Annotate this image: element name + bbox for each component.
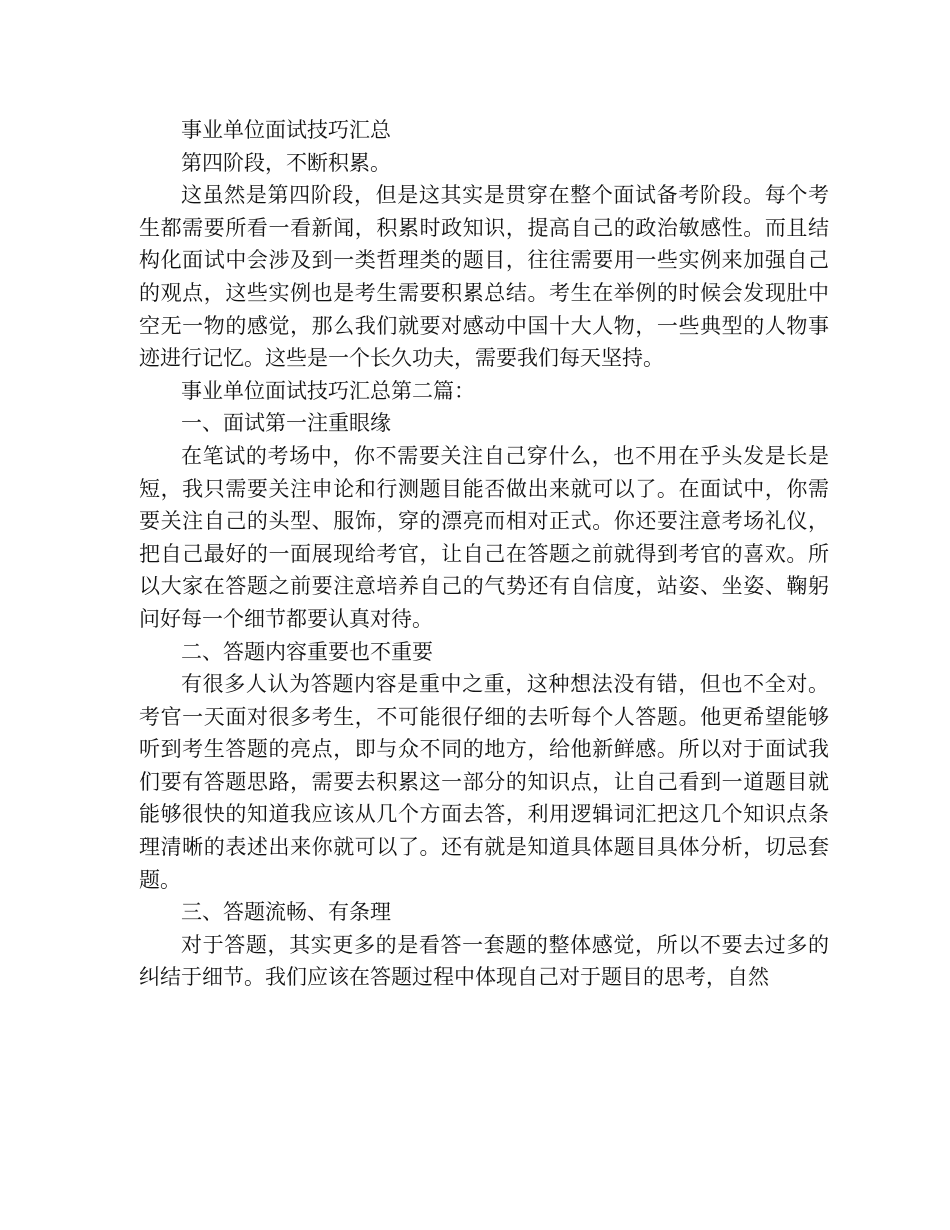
section-heading: 三、答题流畅、有条理 [181,900,391,925]
section-heading: 第四阶段，不断积累。 [181,150,391,175]
body-paragraph: 在笔试的考场中，你不需要关注自己穿什么，也不用在乎头发是长是短，我只需要关注申论和行测题目能否做出来就可以了。在面试中，你需要关注自己的头型、服饰，穿的漂亮而相对正式。你还要注意考场礼仪，把自己最好的一面展现给考官，让自己在答题之前就得到考官的喜欢。所以大家在答题之前要注意培养自己的气势还有自信度，站姿、坐姿、鞠躬问好每一个细节都要认真对待。 [139,443,829,631]
document-title: 事业单位面试技巧汇总 [181,118,391,142]
body-paragraph: 有很多人认为答题内容是重中之重，这种想法没有错，但也不全对。考官一天面对很多考生，不可能很仔细的去听每个人答题。他更希望能够听到考生答题的亮点，即与众不同的地方，给他新鲜感。所以对于面试我们要有答题思路，需要去积累这一部分的知识点，让自己看到一道题目就能够很快的知道我应该从几个方面去答，利用逻辑词汇把这几个知识点条理清晰的表述出来你就可以了。还有就是知道具体题目具体分析，切忌套题。 [139,672,829,892]
body-paragraph: 对于答题，其实更多的是看答一套题的整体感觉，所以不要去过多的纠结于细节。我们应该在答题过程中体现自己对于题目的思考，自然 [139,932,829,990]
document-body [139,114,829,994]
body-paragraph: 这虽然是第四阶段，但是这其实是贯穿在整个面试备考阶段。每个考生都需要所看一看新闻，积累时政知识，提高自己的政治敏感性。而且结构化面试中会涉及到一类哲理类的题目，往往需要用一些实例来加强自己的观点，这些实例也是考生需要积累总结。考生在举例的时候会发现肚中空无一物的感觉，那么我们就要对感动中国十大人物，一些典型的人物事迹进行记忆。这些是一个长久功夫，需要我们每天坚持。 [139,183,829,371]
section-heading: 二、答题内容重要也不重要 [181,639,433,664]
section-heading: 一、面试第一注重眼缘 [181,411,391,436]
section-heading: 事业单位面试技巧汇总第二篇： [181,378,475,403]
